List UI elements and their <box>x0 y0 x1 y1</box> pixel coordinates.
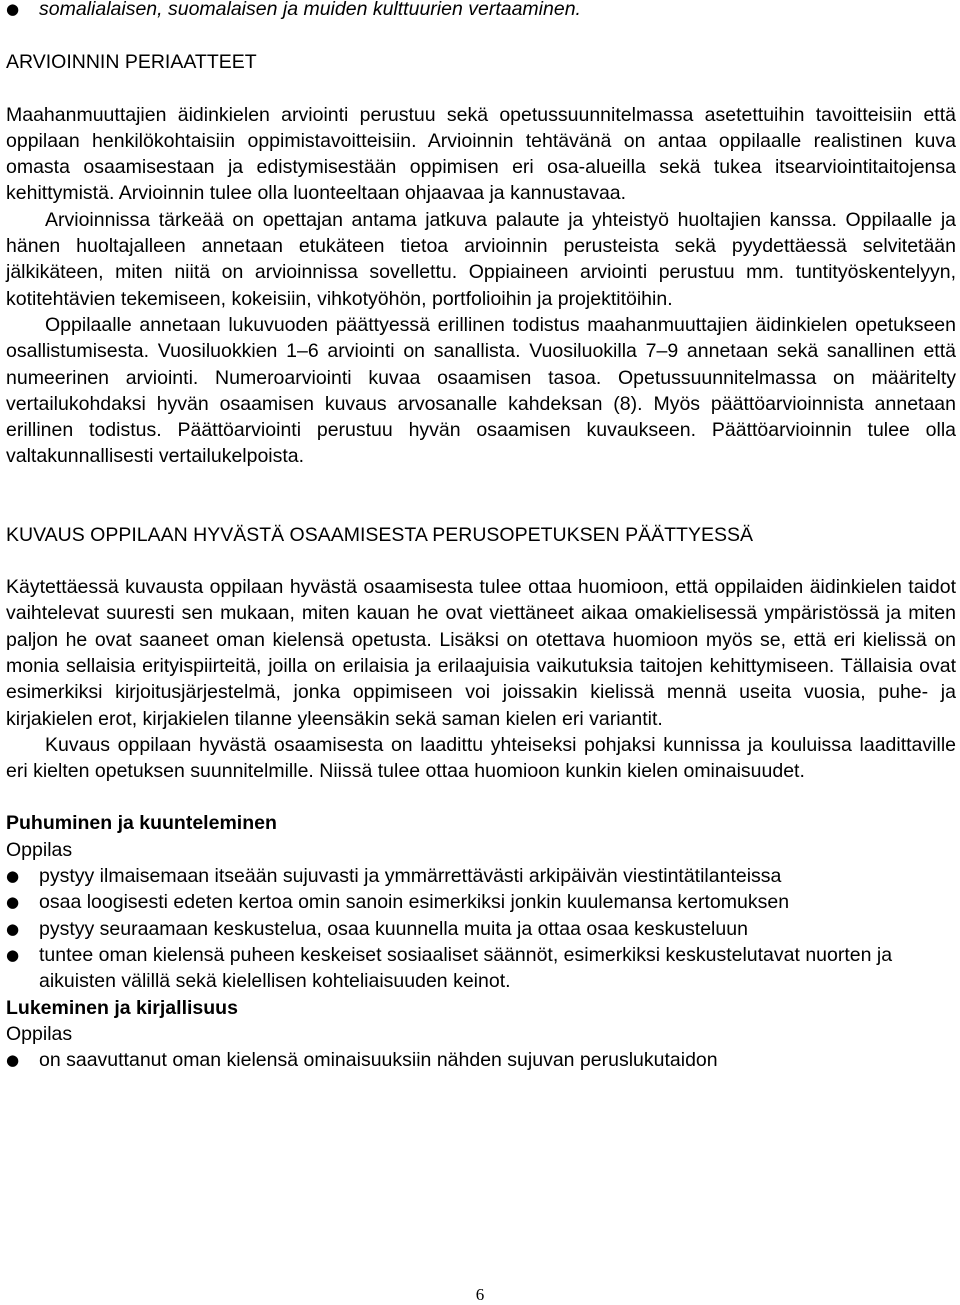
bullet-icon: ● <box>6 867 20 886</box>
list-item <box>6 942 956 995</box>
bullet-text: on saavuttanut oman kielensä ominaisuuksiin nähden sujuvan peruslukutaidon <box>39 1049 718 1072</box>
list-item <box>6 0 956 22</box>
bullet-text: pystyy seuraamaan keskustelua, osaa kuunnella muita ja ottaa osaa keskusteluun <box>39 917 748 940</box>
bullet-text: osaa loogisesti edeten kertoa omin sanoin esimerkiksi jonkin kuulemansa kertomuksen <box>39 891 790 914</box>
bullet-icon: ● <box>6 893 20 912</box>
section-heading-good-performance: KUVAUS OPPILAAN HYVÄSTÄ OSAAMISESTA PERUSOPETUKSEN PÄÄTTYESSÄ <box>6 523 753 546</box>
subheading-reading: Lukeminen ja kirjallisuus <box>6 996 238 1019</box>
paragraph: Käytettäessä kuvausta oppilaan hyvästä osaamisesta tulee ottaa huomioon, että oppilaiden äidinkielen taidot vaihtelevat suuresti sen mukaan, miten kauan he ovat viettäneet aikaa omakielisessä ympäristössä ja miten paljon he ovat saaneet oman kielensä opetusta. Lisäksi on otettava huomioon myös se, että eri kielissä on monia sellaisia erityispiirteitä, joilla on erilaisia ja erilaajuisia vaikutuksia taitojen kehittymiseen. Tällaisia ovat esimerkiksi kirjoitusjärjestelmä, jonka oppimiseen voi joissakin kielissä mennä useita vuosia, puhe- ja kirjakielen erot, kirjakielen tilanne yleensäkin sekä saman kielen eri variantit. <box>6 576 956 730</box>
document-page <box>6 0 956 1073</box>
paragraph: Maahanmuuttajien äidinkielen arviointi perustuu sekä opetussuunnitelmassa asetettuihin tavoitteisiin että oppilaan henkilökohtaisiin oppimistavoitteisiin. Arvioinnin tehtävänä on antaa oppilaalle realistinen kuva omasta osaamisestaan ja edistymisestään oppimisen eri osa-alueilla sekä tukea itsearviointitaitojensa kehittymistä. Arvioinnin tulee olla luonteeltaan ohjaavaa ja kannustavaa. <box>6 103 956 205</box>
paragraph: Oppilaalle annetaan lukuvuoden päättyessä erillinen todistus maahanmuuttajien äidinkielen opetukseen osallistumisesta. Vuosiluokkien 1–6 arviointi on sanallista. Vuosiluokilla 7–9 annetaan sekä sanallinen että numeerinen arviointi. Numeroarviointi kuvaa osaamisen tasoa. Opetussuunnitelmassa on määritelty vertailukohdaksi hyvän osaamisen kuvaus arvosanalle kahdeksan (8). Myös päättöarvioinnista annetaan erillinen todistus. Päättöarviointi perustuu hyvän osaamisen kuvaukseen. Päättöarvioinnin tulee olla valtakunnallisesti vertailukelpoista. <box>6 313 956 468</box>
bullet-icon: ● <box>6 945 20 964</box>
list-item <box>6 916 956 942</box>
list-item <box>6 1047 956 1073</box>
page-number: 6 <box>475 1285 485 1304</box>
subheading-speaking: Puhuminen ja kuunteleminen <box>6 812 277 835</box>
paragraph: Arvioinnissa tärkeää on opettajan antama jatkuva palaute ja yhteistyö huoltajien kanssa. Oppilaalle ja hänen huoltajalleen annetaan etukäteen tietoa arvioinnin perusteista sekä pyydettäessä selvitetään jälkikäteen, miten niitä on arvioinnissa sovellettu. Oppiaineen arviointi perustuu mm. tuntityöskentelyyn, kotitehtävien tekemiseen, kokeisiin, vihkotyöhön, portfolioihin ja projektitöihin. <box>6 208 956 310</box>
bullet-icon: ● <box>6 919 20 938</box>
bullet-icon: ● <box>6 0 20 18</box>
section-heading-assessment: ARVIOINNIN PERIAATTEET <box>6 51 257 74</box>
paragraph: Kuvaus oppilaan hyvästä osaamisesta on laadittu yhteiseksi pohjaksi kunnissa ja kouluissa laadittaville eri kielten opetuksen suunnitelmille. Niissä tulee ottaa huomioon kunkin kielen ominaisuudet. <box>6 733 956 783</box>
bullet-text: tuntee oman kielensä puheen keskeiset sosiaaliset säännöt, esimerkiksi keskustelutavat nuorten ja aikuisten välillä sekä kielellisen kohteliaisuuden keinot. <box>39 943 893 993</box>
bullet-text: pystyy ilmaisemaan itseään sujuvasti ja ymmärrettävästi arkipäivän viestintätilanteissa <box>39 865 782 888</box>
subject-label: Oppilas <box>6 1022 73 1045</box>
bullet-icon: ● <box>6 1051 20 1070</box>
subject-label: Oppilas <box>6 838 73 861</box>
list-item <box>6 863 956 889</box>
list-item <box>6 889 956 915</box>
bullet-text: somalialaisen, suomalaisen ja muiden kulttuurien vertaaminen. <box>39 0 581 20</box>
